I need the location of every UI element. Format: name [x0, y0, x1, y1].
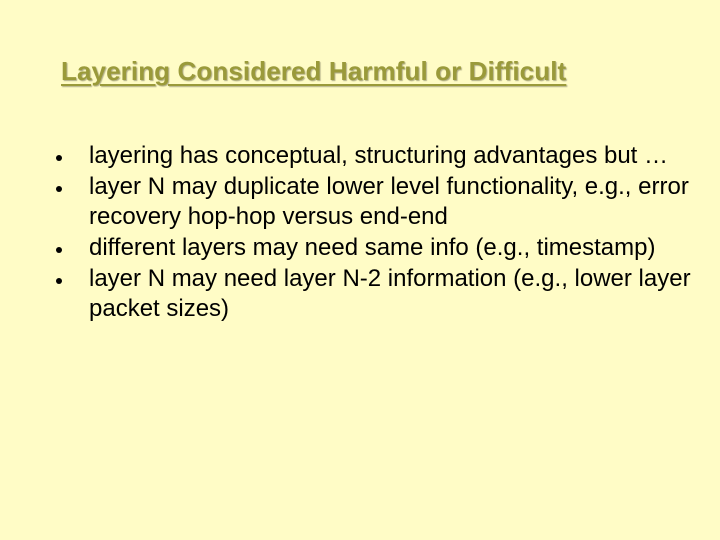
bullet-dot-icon — [56, 186, 62, 192]
bullet-item — [56, 263, 696, 324]
bullet-list — [56, 140, 696, 324]
bullet-dot-icon — [56, 247, 62, 253]
bullet-text: different layers may need same info (e.g., timestamp) — [89, 234, 656, 261]
bullet-dot-icon — [56, 155, 62, 161]
bullet-dot-icon — [56, 278, 62, 284]
bullet-item — [56, 140, 696, 171]
bullet-text: layer N may need layer N-2 information (e.g., lower layer packet sizes) — [89, 265, 691, 322]
bullet-text: layering has conceptual, structuring advantages but … — [89, 142, 669, 169]
slide-title: Layering Considered Harmful or Difficult — [61, 56, 567, 86]
bullet-text: layer N may duplicate lower level functionality, e.g., error recovery hop-hop versus end-end — [89, 173, 689, 230]
bullet-item — [56, 171, 696, 232]
bullet-item — [56, 232, 696, 263]
